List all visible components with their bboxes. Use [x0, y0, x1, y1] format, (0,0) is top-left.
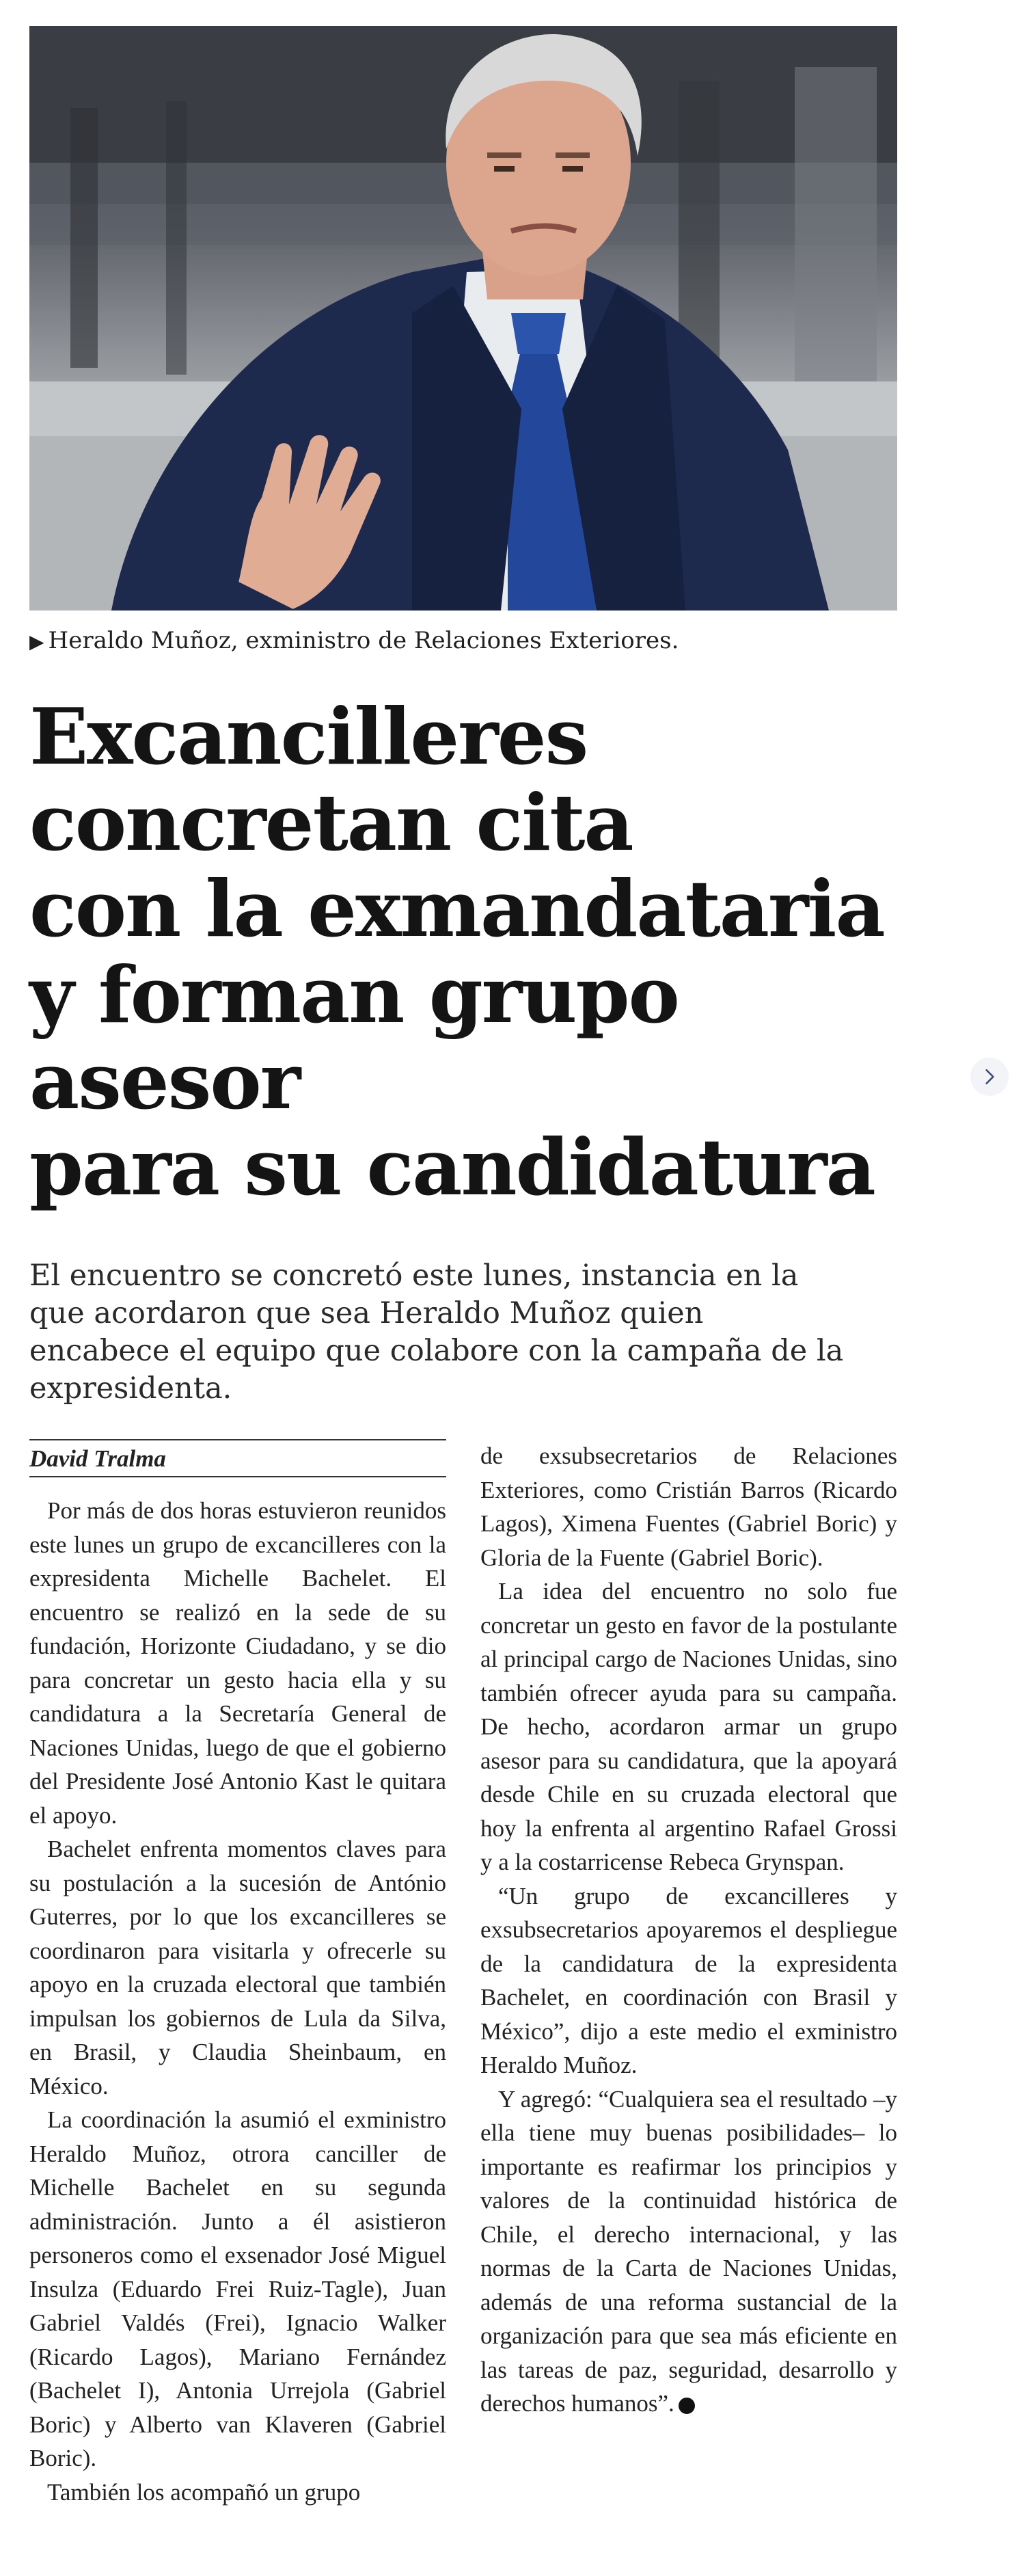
photo-caption — [29, 624, 897, 658]
subtitle: El encuentro se concretó este lunes, instancia en la que acordaron que sea Heraldo Muñoz quien encabece el equipo que colabore con la campaña de la expresidenta. — [29, 1259, 844, 1406]
headline-line: para su candidatura — [29, 1122, 875, 1213]
headline-line: concretan cita — [29, 777, 633, 868]
headline-line: con la exmandataria — [29, 863, 884, 954]
paragraph: Y agregó: “Cualquiera sea el resultado –y ella tiene muy buenas posibilidades– lo importante es reafirmar los principios y valores de la continuidad histórica de Chile, el derecho internacional, y las normas de la Carta de Naciones Unidas, además de una reforma sustancial de la organización para que sea más eficiente en las tareas de paz, seguridad, desarrollo y derechos humanos”. — [480, 2085, 897, 2417]
end-mark-icon — [679, 2398, 695, 2414]
article-photo — [29, 26, 897, 611]
article — [29, 26, 897, 2509]
article-body — [29, 1439, 897, 2509]
caption-arrow-icon: ▶ — [29, 630, 44, 653]
next-page-button[interactable] — [970, 1058, 1009, 1096]
paragraph: Por más de dos horas estuvieron reunidos este lunes un grupo de excancilleres con la expresidenta Michelle Bachelet. El encuentro se realizó en la sede de su fundación, Horizonte Ciudadano, y se dio para concretar un gesto hacia ella y su candidatura a la Secretaría General de Naciones Unidas, luego de que el gobierno del Presidente José Antonio Kast le quitara el apoyo. — [29, 1497, 446, 1829]
column-left — [29, 1439, 446, 2509]
byline: David Tralma — [29, 1439, 446, 1477]
headline-line: Excancilleres — [29, 691, 588, 782]
paragraph: de exsubsecretarios de Relaciones Exteriores, como Cristián Barros (Ricardo Lagos), Ximena Fuentes (Gabriel Boric) y Gloria de la Fuente (Gabriel Boric). — [480, 1443, 897, 1571]
paragraph: También los acompañó un grupo — [47, 2478, 361, 2506]
headline — [29, 691, 897, 1213]
paragraph-last — [480, 2082, 897, 2421]
paragraph: “Un grupo de excancilleres y exsubsecretarios apoyaremos el despliegue de la candidatura de la expresidenta Bachelet, en coordinación con Brasil y México”, dijo a este medio el exministro Heraldo Muñoz. — [480, 1882, 897, 2078]
paragraph: La coordinación la asumió el exministro Heraldo Muñoz, otrora canciller de Michelle Bachelet en su segunda administración. Junto a él asistieron personeros como el exsenador José Miguel Insulza (Eduardo Frei Ruiz-Tagle), Juan Gabriel Valdés (Frei), Ignacio Walker (Ricardo Lagos), Mariano Fernández (Bachelet I), Antonia Urrejola (Gabriel Boric) y Alberto van Klaveren (Gabriel Boric). — [29, 2106, 446, 2471]
chevron-right-icon — [981, 1068, 998, 1086]
headline-line: y forman grupo asesor — [29, 950, 679, 1127]
paragraph: La idea del encuentro no solo fue concretar un gesto en favor de la postulante al principal cargo de Naciones Unidas, sino también ofrecer ayuda para su campaña. De hecho, acordaron armar un grupo asesor para su candidatura, que la apoyará desde Chile en su cruzada electoral que hoy la enfrenta al argentino Rafael Grossi y a la costarricense Rebeca Grynspan. — [480, 1578, 897, 1875]
paragraph: Bachelet enfrenta momentos claves para su postulación a la sucesión de António Guterres, por lo que los excancilleres se coordinaron para visitarla y ofrecerle su apoyo en la cruzada electoral que también impulsan los gobiernos de Lula da Silva, en Brasil, y Claudia Sheinbaum, en México. — [29, 1836, 446, 2099]
photo-of-man-waving-icon — [29, 26, 897, 611]
column-right — [480, 1439, 897, 2509]
caption-text: Heraldo Muñoz, exministro de Relaciones Exteriores. — [48, 627, 679, 654]
